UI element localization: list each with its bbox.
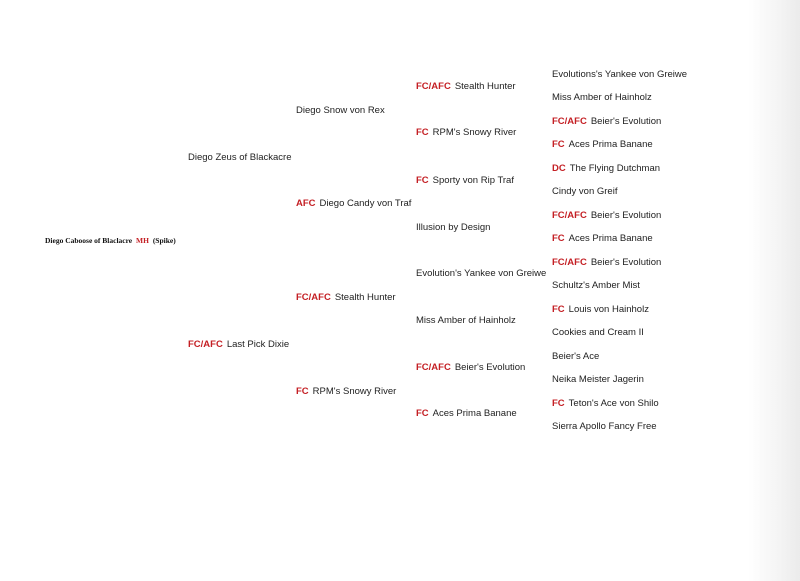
ancestor-title: FC bbox=[552, 304, 565, 315]
great-grandparent-name: Miss Amber of Hainholz bbox=[416, 315, 516, 326]
grandparent bbox=[296, 105, 385, 117]
ancestor-title: FC/AFC bbox=[552, 257, 587, 268]
ancestor-name: Evolutions's Yankee von Greiwe bbox=[552, 69, 688, 80]
great-grandparent-title: FC/AFC bbox=[416, 81, 451, 92]
great-grandparent-name: RPM's Snowy River bbox=[432, 127, 517, 138]
great-great-grandparent bbox=[552, 186, 617, 198]
great-great-grandparent bbox=[552, 304, 649, 316]
ancestor-title: FC bbox=[552, 398, 565, 409]
great-great-grandparent bbox=[552, 351, 599, 363]
great-great-grandparent bbox=[552, 116, 661, 128]
ancestor-name: Teton's Ace von Shilo bbox=[568, 398, 659, 409]
great-grandparent bbox=[416, 268, 546, 280]
great-grandparent-title: FC bbox=[416, 127, 429, 138]
ancestor-name: Beier's Evolution bbox=[590, 116, 662, 127]
grandparent-title: AFC bbox=[296, 198, 316, 209]
great-great-grandparent bbox=[552, 374, 644, 386]
great-grandparent-title: FC bbox=[416, 175, 429, 186]
great-great-grandparent bbox=[552, 280, 640, 292]
great-grandparent-title: FC bbox=[416, 408, 429, 419]
ancestor-name: Beier's Evolution bbox=[590, 210, 662, 221]
dam-name: Last Pick Dixie bbox=[226, 339, 290, 350]
grandparent-title: FC/AFC bbox=[296, 292, 331, 303]
grandparent bbox=[296, 292, 396, 304]
sire-name: Diego Zeus of Blackacre bbox=[188, 152, 292, 163]
ancestor-title: FC bbox=[552, 233, 565, 244]
great-grandparent bbox=[416, 81, 516, 93]
dam bbox=[188, 339, 289, 351]
great-great-grandparent bbox=[552, 257, 661, 269]
great-great-grandparent bbox=[552, 233, 653, 245]
great-grandparent-name: Sporty von Rip Traf bbox=[432, 175, 514, 186]
ancestor-name: Sierra Apollo Fancy Free bbox=[552, 421, 657, 432]
great-great-grandparent bbox=[552, 92, 652, 104]
ancestor-name: Beier's Ace bbox=[552, 351, 600, 362]
ancestor-name: Cookies and Cream II bbox=[552, 327, 644, 338]
great-grandparent bbox=[416, 362, 525, 374]
great-grandparent-title: FC/AFC bbox=[416, 362, 451, 373]
great-grandparent bbox=[416, 175, 514, 187]
ancestor-name: Aces Prima Banane bbox=[568, 233, 653, 244]
grandparent-name: Stealth Hunter bbox=[334, 292, 396, 303]
great-great-grandparent bbox=[552, 139, 653, 151]
sire bbox=[188, 152, 292, 164]
great-grandparent-name: Stealth Hunter bbox=[454, 81, 516, 92]
great-great-grandparent bbox=[552, 210, 661, 222]
ancestor-name: Cindy von Greif bbox=[552, 186, 618, 197]
page-edge-shadow bbox=[748, 0, 800, 581]
ancestor-name: Neika Meister Jagerin bbox=[552, 374, 644, 385]
subject-dog bbox=[45, 236, 176, 245]
ancestor-name: Schultz's Amber Mist bbox=[552, 280, 640, 291]
subject-nickname: (Spike) bbox=[152, 236, 176, 245]
dam-title: FC/AFC bbox=[188, 339, 223, 350]
great-grandparent-name: Evolution's Yankee von Greiwe bbox=[416, 268, 547, 279]
great-great-grandparent bbox=[552, 327, 644, 339]
subject-title: MH bbox=[136, 236, 149, 245]
ancestor-name: Aces Prima Banane bbox=[568, 139, 653, 150]
ancestor-name: Miss Amber of Hainholz bbox=[552, 92, 652, 103]
ancestor-name: Louis von Hainholz bbox=[568, 304, 649, 315]
great-grandparent-name: Illusion by Design bbox=[416, 222, 491, 233]
great-great-grandparent bbox=[552, 69, 687, 81]
ancestor-title: FC/AFC bbox=[552, 210, 587, 221]
great-grandparent bbox=[416, 222, 490, 234]
great-grandparent bbox=[416, 408, 517, 420]
great-grandparent bbox=[416, 127, 516, 139]
subject-name: Diego Caboose of Blaclacre bbox=[45, 236, 133, 245]
great-grandparent-name: Aces Prima Banane bbox=[432, 408, 517, 419]
grandparent bbox=[296, 386, 396, 398]
grandparent-name: Diego Snow von Rex bbox=[296, 105, 385, 116]
great-great-grandparent bbox=[552, 398, 659, 410]
ancestor-name: Beier's Evolution bbox=[590, 257, 662, 268]
grandparent bbox=[296, 198, 411, 210]
grandparent-title: FC bbox=[296, 386, 309, 397]
ancestor-title: FC bbox=[552, 139, 565, 150]
ancestor-title: DC bbox=[552, 163, 566, 174]
grandparent-name: RPM's Snowy River bbox=[312, 386, 397, 397]
grandparent-name: Diego Candy von Traf bbox=[319, 198, 412, 209]
ancestor-title: FC/AFC bbox=[552, 116, 587, 127]
great-great-grandparent bbox=[552, 163, 660, 175]
great-grandparent-name: Beier's Evolution bbox=[454, 362, 526, 373]
great-great-grandparent bbox=[552, 421, 657, 433]
ancestor-name: The Flying Dutchman bbox=[569, 163, 661, 174]
great-grandparent bbox=[416, 315, 516, 327]
